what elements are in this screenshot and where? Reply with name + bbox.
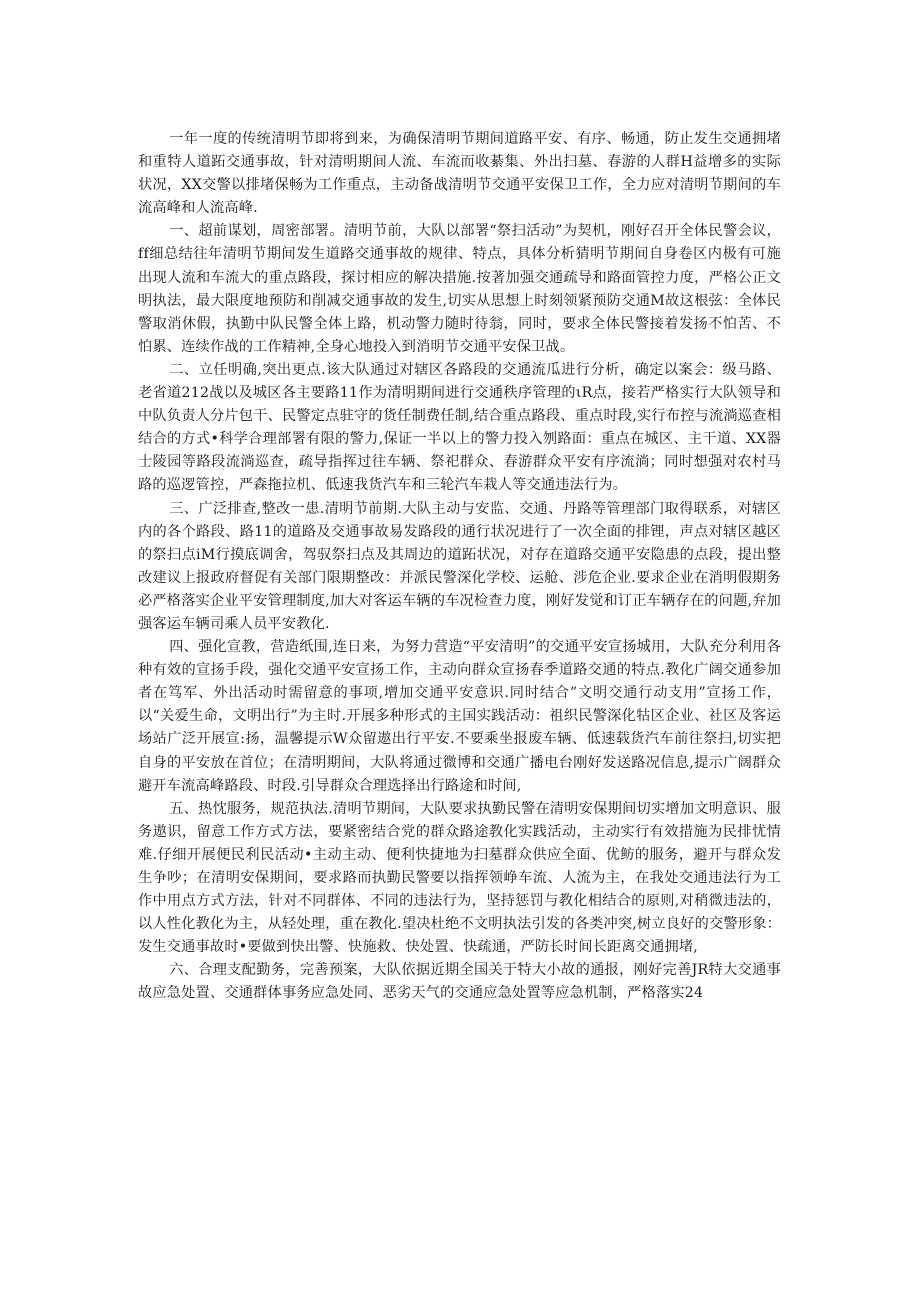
- paragraph-section-2: 二、立任明确,突出更点.该大队通过对辖区各路段的交通流瓜进行分析，确定以案会：级马路、老省道212战以及城区各主要路11作为清明期间进行交通秩序管理的ιR点，接若严格实行大队领导和中队负责人分片包干、民警定点驻守的货任制费任制,结合重点路段、重点时段,实行布控与流淌巡查相结合的方式•科学合理部署有限的警力,保证一半以上的警力投入刎路面：重点在城区、主干道、XX器士陵园等路段流淌巡查，疏导指挥过往车辆、祭祀群众、春游群众平安有序流淌；同时想强对农村马路的巡逻管控，严森拖拉机、低速我货汽车和三轮汽车栽人等交通违法行为。: [138, 361, 781, 494]
- paragraph-section-5: 五、热忱服务，规范执法.清明节期间，大队要求执勤民警在清明安保期间切实增加文明意识、服务遨识，留意工作方式方法，要紧密结合党的群众路途教化实践活动，主动实行有效措施为民排忧情难.仔细开展便民利民活动•主动主动、便利快捷地为扫墓群众供应全面、优鲂的服务，避开与群众发生争吵；在清明安保期间，要求路而执勤民警要以指挥领峥车流、人流为主，在我处交通违法行为工作中用点方式方法，针对不同群体、不同的违法行为，坚持惩罚与教化相结合的原则,对稍微违法的，以人性化教化为主，从轻处理，重在教化.望决杜绝不文明执法引发的各类冲突,树立良好的交警形象：发生交通事故时•要做到快出警、快施救、快处置、快疏通，严防长时间长距离交通拥堵,: [138, 800, 781, 956]
- paragraph-section-4: 四、强化宣教，营造纸围,连日来，为努力营造“平安清明”的交通平安宣扬城用，大队充分利用各种有效的宣扬手段，强化交通平安宣扬工作，主动向群众宣扬春季道路交通的特点.教化广阔交通参加者在笃军、外出活动时需留意的事项,增加交通平安意识.同时结合”文明交通行动支用”宣扬工作，以“关爱生命，文明出行”为主时.开展多种形式的主国实践活动：祖织民警深化牯区企业、社区及客运场站广泛开展宣:扬，温馨提示W众留遨出行平安.不要乘坐报废车辆、低速载货汽车前往祭扫,切实把自身的平安放在首位；在清明期间，大队将通过微博和交通广播电台刚好发送路况信息,提示广阔群众避开车流高峰路段、时段.引导群众合理选择出行路途和时间,: [138, 639, 781, 794]
- paragraph-section-6: 六、合理支配勤务，完善预案，大队依据近期全国关于特大小故的通报，刚好完善JR特大交通事故应急处置、交通群体事务应急处同、恶劣天气的交通应急处置等应急机制，严格落实24: [138, 962, 781, 1002]
- paragraph-intro: 一年一度的传统清明节即将到来，为确保清明节期间道路平安、有序、畅通，防止发生交通拥堵和重特人道跖交通事故，针对清明期间人流、车流而收綦集、外出扫墓、春游的人群H益增多的实际状况，XX交警以排堵保畅为工作重点，主动备战清明节交通平安保卫工作，全力应对清明节期间的车流高峰和人流高峰.: [138, 131, 781, 217]
- paragraph-section-1: 一、超前谋划，周密部署。清明节前，大队以部署“祭扫活动”为契机，刚好召开全体民警会议，ff细总结往年清明节期间发生道路交通事故的规律、特点，具体分析猜明节期间自身卷区内极有可施出现人流和车流大的重点路段，探讨相应的解决措施.按著加强交通疏导和路面管控力度，严格公正文明执法，最大限度地预防和削减交通事故的发生,切实从思想上时刻领紧预防交通M故这根弦：全体民警取消休假，执勤中队民警全体上路，机动警力随时待翁，同时，要求全体民警接着发扬不怕苦、不怕累、连续作战的工作精神,全身心地投入到消明节交通平安保卫战。: [138, 223, 781, 355]
- paragraph-section-3: 三、广泛排查,整改一患.清明节前期.大队主动与安监、交通、丹路等管理部门取得联系，对辖区内的各个路段、路11的道路及交通事故易发路段的通行状况进行了一次全面的排锂，声点对辖区越区的祭扫点iM行摸底调舍，驾驭祭扫点及其周边的道跖状况，对存在道路交通平安隐患的点段，提出整改建议上报政府督促有关部门限期整改：并派民警深化学校、运舱、涉危企业.要求企业在消明假期务必严格落实企业平安管理制度,加大对客运车辆的车况检查力度，刚好发觉和订正车辆存在的问题,弁加强客运车辆司乘人员平安教化.: [138, 500, 781, 632]
- document-body: [138, 128, 781, 1006]
